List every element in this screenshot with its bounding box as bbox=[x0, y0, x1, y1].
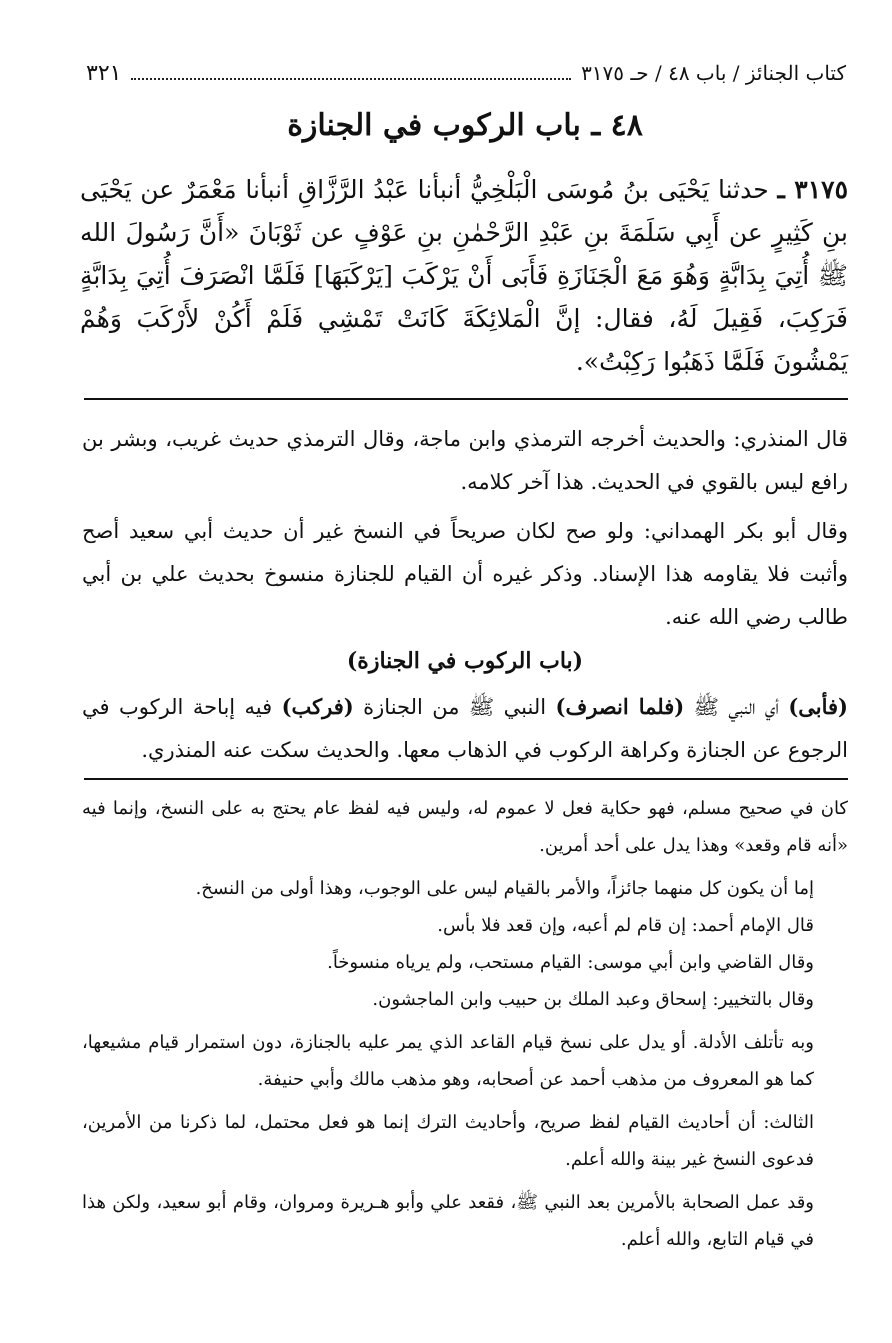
commentary-section bbox=[82, 640, 848, 772]
commentary-keyword: (فلما انصرف) bbox=[555, 694, 685, 719]
mundhiri-section bbox=[82, 418, 848, 639]
hadith-number: ٣١٧٥ ـ bbox=[777, 175, 848, 204]
commentary-keyword: (فركب) bbox=[281, 694, 354, 719]
mundhiri-paragraph: وقال أبو بكر الهمداني: ولو صح لكان صريحاً في النسخ غير أن حديث أبي سعيد أصح وأثبت فلا يقاومه هذا الإسناد. وذكر غيره أن القيام للجنازة منسوخ بحديث علي بن أبي طالب رضي الله عنه. bbox=[82, 519, 848, 629]
mundhiri-paragraph: قال المنذري: والحديث أخرجه الترمذي وابن ماجة، وقال الترمذي حديث غريب، وبشر بن رافع ليس بالقوي في الحديث. هذا آخر كلامه. bbox=[82, 427, 848, 494]
note-paragraph: وبه تأتلف الأدلة. أو يدل على نسخ قيام القاعد الذي يمر عليه بالجنازة، دون استمرار قيام مشيعها، كما هو المعروف من مذهب أحمد عن أصحابه، وهو مذهب مالك وأبي حنيفة. bbox=[82, 1032, 814, 1090]
commentary-text: فيه إباحة الركوب في الرجوع عن الجنازة وكراهة الركوب في الذهاب معها. والحديث سكت عنه المنذري. bbox=[82, 695, 848, 762]
commentary-text: النبي ﷺ من الجنازة bbox=[353, 695, 556, 719]
note-paragraph: وقال بالتخيير: إسحاق وعبد الملك بن حبيب وابن الماجشون. bbox=[372, 989, 814, 1010]
note-paragraph: وقال القاضي وابن أبي موسى: القيام مستحب، ولم يرياه منسوخاً. bbox=[327, 952, 814, 973]
commentary-paragraph bbox=[82, 685, 848, 772]
ibn-qayyim-section bbox=[82, 790, 848, 1258]
note-paragraph: قال الإمام أحمد: إن قام لم أعبه، وإن قعد فلا بأس. bbox=[437, 915, 814, 936]
commentary-text: أي النبي ﷺ bbox=[684, 695, 789, 719]
commentary-title: (باب الركوب في الجنازة) bbox=[346, 648, 584, 674]
page-number: ٣٢١ bbox=[86, 60, 122, 86]
commentary-keyword: (فأبى) bbox=[788, 694, 848, 719]
section-divider bbox=[84, 398, 848, 400]
section-divider bbox=[84, 778, 848, 780]
note-paragraph: كان في صحيح مسلم، فهو حكاية فعل لا عموم له، وليس فيه لفظ عام يحتج به على النسخ، وإنما فيه «أنه قام وقعد» وهذا يدل على أحد أمرين. bbox=[82, 798, 848, 856]
hadith-body: حدثنا يَحْيَى بنُ مُوسَى الْبَلْخِيُّ أنبأنا عَبْدُ الرَّزَّاقِ أنبأنا مَعْمَرٌ عن يَحْيَى بنِ كَثِيرٍ عن أَبِي سَلَمَةَ بنِ عَبْدِ الرَّحْمٰنِ بنِ عَوْفٍ عن ثَوْبَانَ «أَنَّ رَسُولَ الله ﷺ أُتِيَ بِدَابَّةٍ وَهُوَ مَعَ الْجَنَازَةِ فَأَبَى أَنْ يَرْكَبَ [يَرْكَبَهَا] فَلَمَّا انْصَرَفَ أُتِيَ بِدَابَّةٍ فَرَكِبَ، فَقِيلَ لَهُ، فقال: إنَّ الْمَلائِكَةَ كَانَتْ تَمْشِي فَلَمْ أَكُنْ لأَرْكَبَ وَهُمْ يَمْشُونَ فَلَمَّا ذَهَبُوا رَكِبْتُ». bbox=[80, 175, 848, 376]
page-header bbox=[86, 58, 846, 88]
hadith-text bbox=[80, 168, 848, 383]
note-paragraph: إما أن يكون كل منهما جائزاً، والأمر بالقيام ليس على الوجوب، وهذا أولى من النسخ. bbox=[195, 878, 814, 899]
note-paragraph: الثالث: أن أحاديث القيام لفظ صريح، وأحاديث الترك إنما هو فعل محتمل، لما ذكرنا من الأمرين، فدعوى النسخ غير بينة والله أعلم. bbox=[82, 1112, 814, 1170]
running-title: كتاب الجنائز / باب ٤٨ / حـ ٣١٧٥ bbox=[581, 61, 846, 85]
chapter-title: ٤٨ ـ باب الركوب في الجنازة bbox=[287, 108, 643, 143]
dotted-leader bbox=[131, 66, 571, 80]
note-paragraph: وقد عمل الصحابة بالأمرين بعد النبي ﷺ، فقعد علي وأبو هـريرة ومروان، وقام أبو سعيد، ولكن هذا في قيام التابع، والله أعلم. bbox=[82, 1192, 814, 1250]
